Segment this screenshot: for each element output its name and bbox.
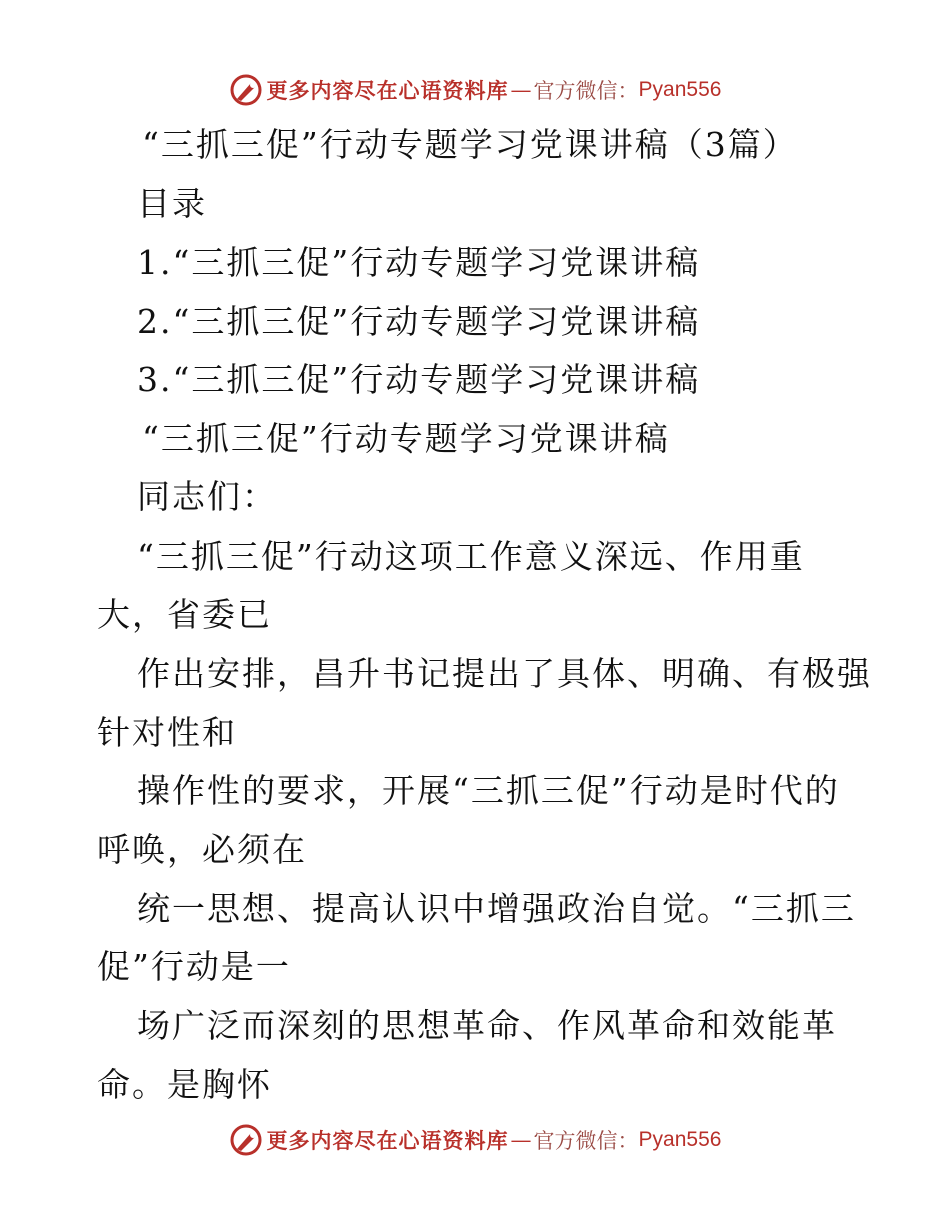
body-line: 针对性和 [97,713,237,752]
banner-wechat-label: 官方微信： [533,1129,639,1153]
body-line: 呼唤，必须在 [97,830,307,869]
body-line: “三抓三促”行动这项工作意义深远、作用重 [137,537,805,576]
body-line: 促”行动是一 [97,947,291,986]
footer-banner [0,1120,950,1160]
body-line: 统一思想、提高认识中增强政治自觉。“三抓三 [137,889,856,928]
body-line: 大，省委已 [97,595,272,634]
banner-separator: — [510,78,532,102]
banner-brand: 更多内容尽在心语资料库 [266,1128,509,1153]
banner-brand: 更多内容尽在心语资料库 [266,78,509,103]
banner-wechat-id: Pyan556 [638,78,722,101]
toc-heading: 目录 [137,184,207,223]
logo-icon [229,73,263,107]
toc-item: 3.“三抓三促”行动专题学习党课讲稿 [137,360,701,399]
banner-wechat-label: 官方微信： [533,79,639,103]
section-title: “三抓三促”行动专题学习党课讲稿 [142,419,670,458]
toc-item: 1.“三抓三促”行动专题学习党课讲稿 [137,243,701,282]
greeting: 同志们： [137,477,277,516]
logo-icon [229,1123,263,1157]
body-line: 场广泛而深刻的思想革命、作风革命和效能革 [137,1006,837,1045]
header-banner [0,70,950,110]
document-title: “三抓三促”行动专题学习党课讲稿（3篇） [142,125,798,164]
banner-wechat-id: Pyan556 [638,1128,722,1151]
body-line: 操作性的要求，开展“三抓三促”行动是时代的 [137,771,840,810]
body-line: 作出安排，昌升书记提出了具体、明确、有极强 [137,654,872,693]
toc-item: 2.“三抓三促”行动专题学习党课讲稿 [137,302,701,341]
banner-separator: — [510,1128,532,1152]
body-line: 命。是胸怀 [97,1065,272,1104]
